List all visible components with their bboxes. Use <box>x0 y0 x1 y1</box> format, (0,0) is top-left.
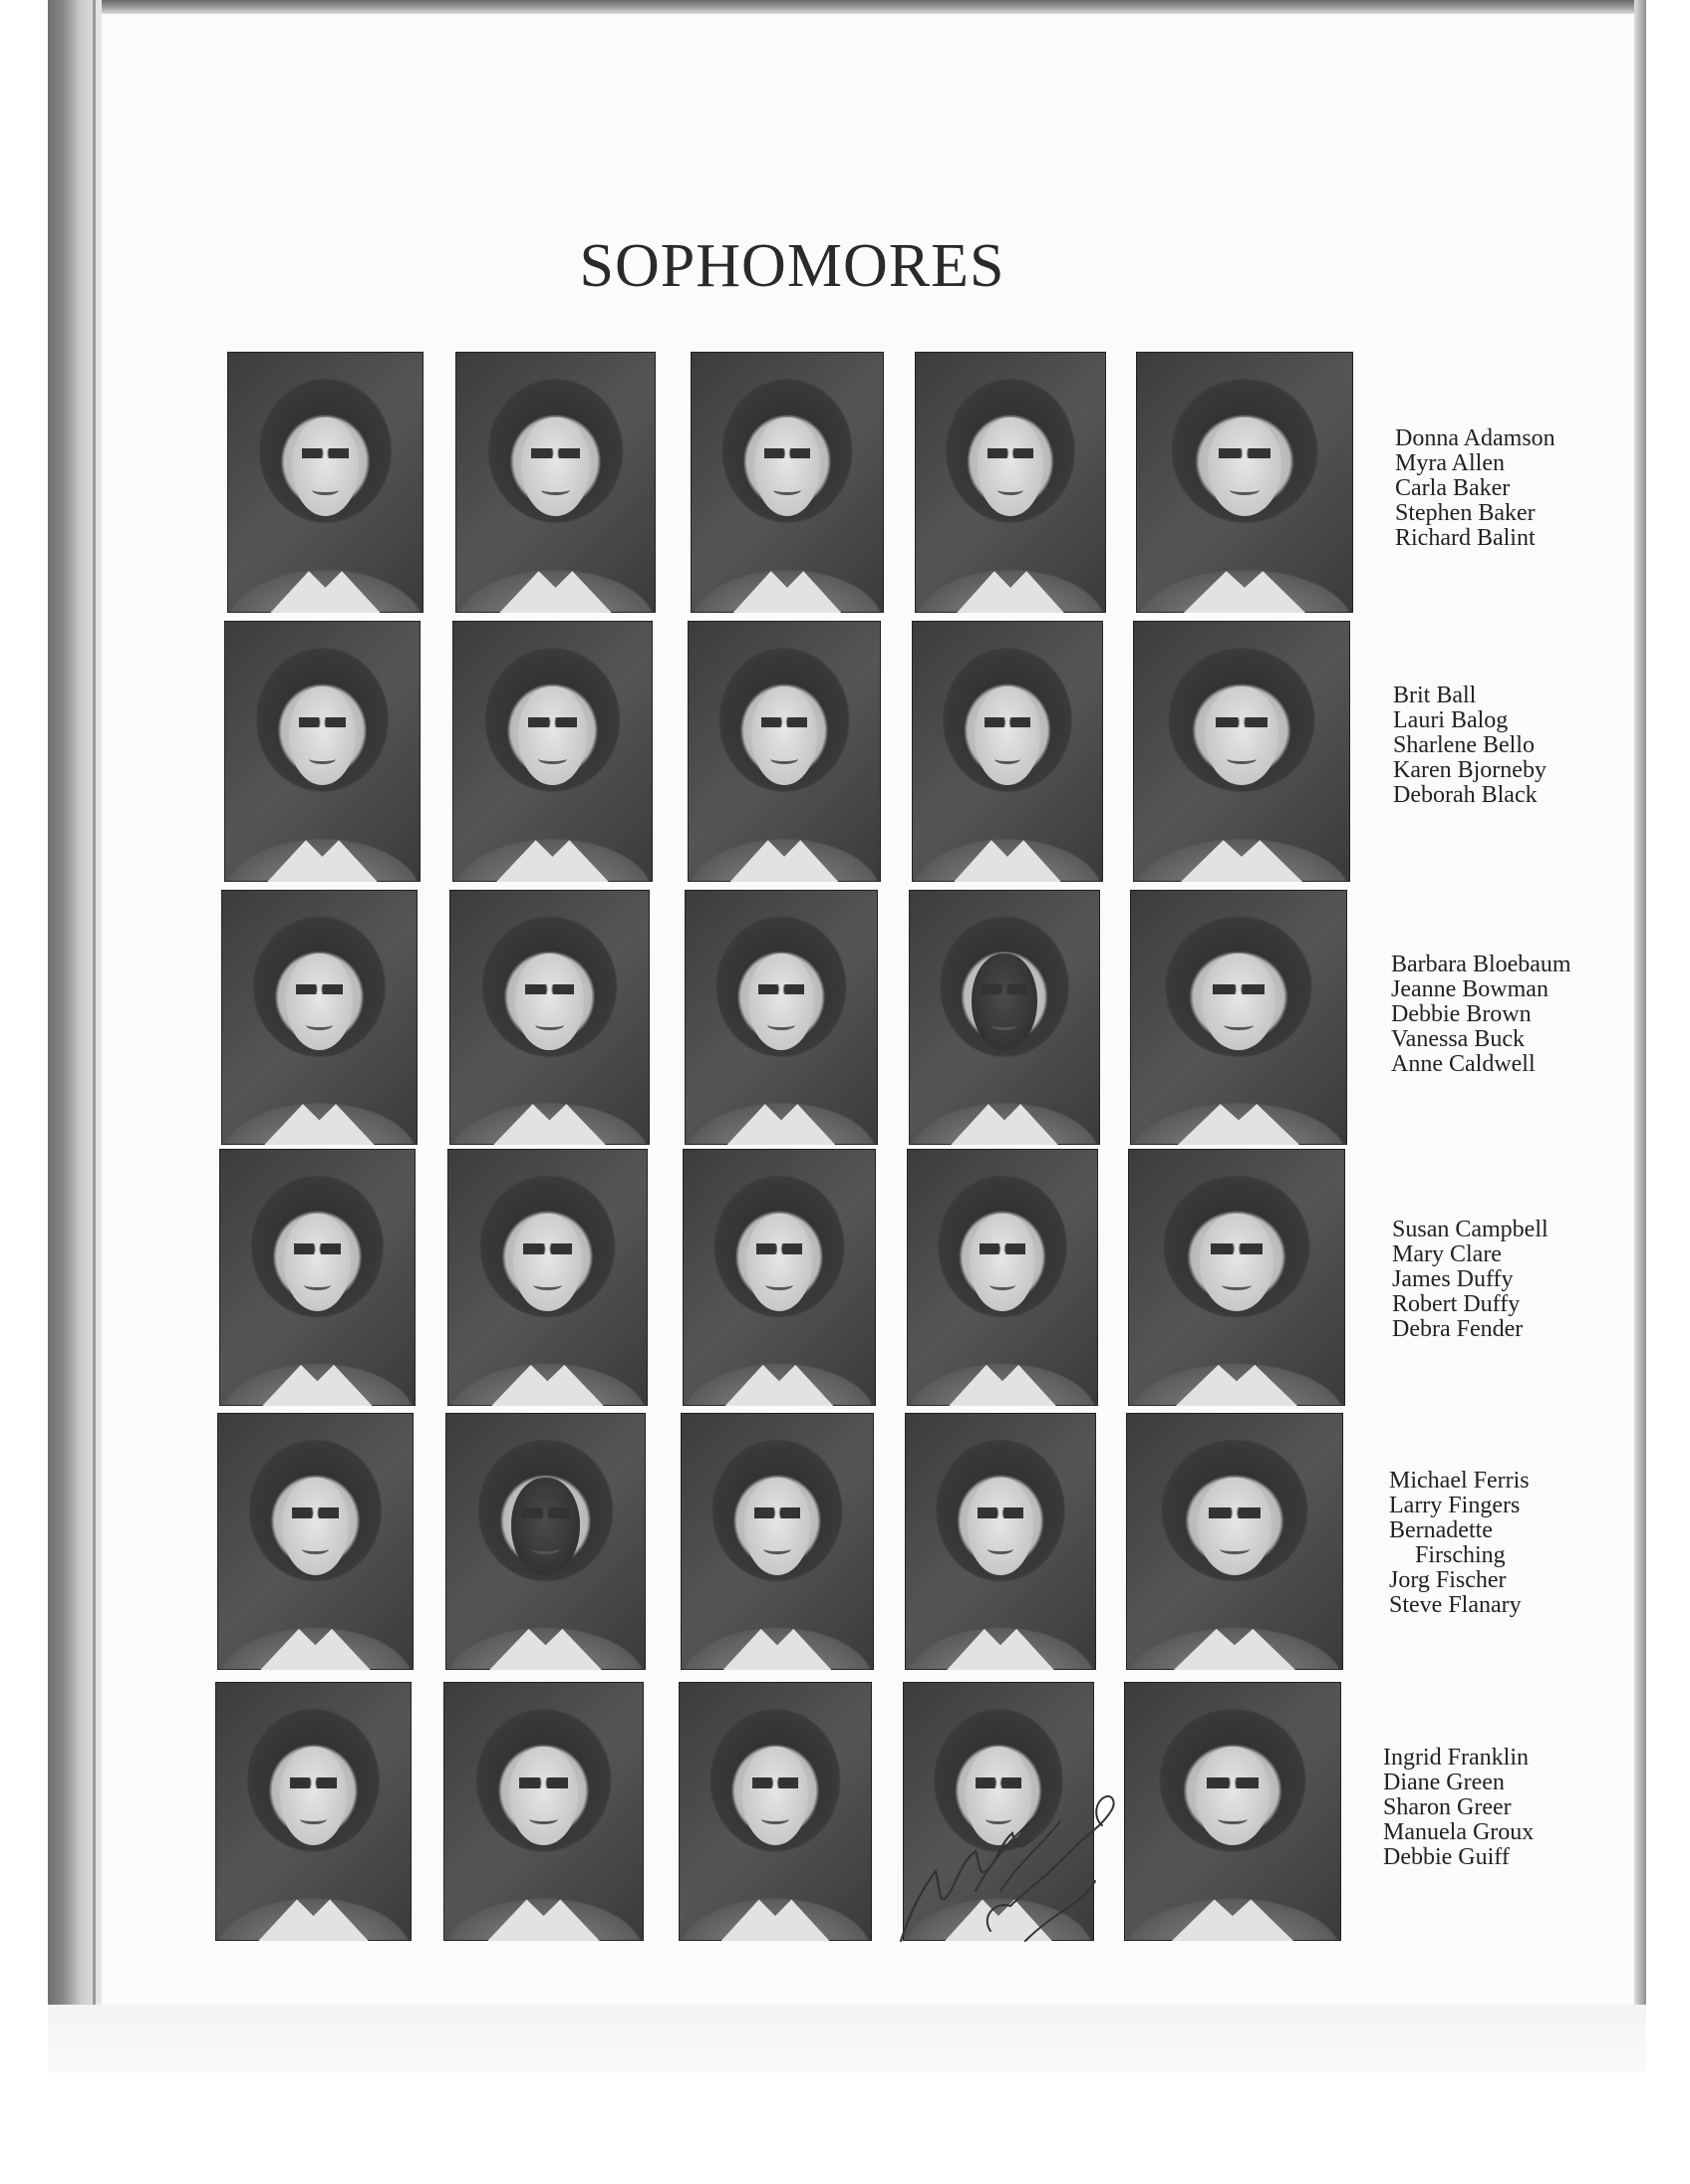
student-name-list <box>1389 1469 1530 1618</box>
book-right-edge <box>1634 0 1646 2072</box>
student-portrait <box>452 621 653 882</box>
student-portrait <box>445 1413 646 1670</box>
student-name: Bernadette <box>1389 1517 1493 1543</box>
student-name-list <box>1392 1218 1549 1342</box>
student-name: Jeanne Bowman <box>1391 976 1549 1002</box>
student-name: James Duffy <box>1392 1266 1514 1292</box>
student-portrait <box>449 890 650 1145</box>
student-portrait <box>1133 621 1350 882</box>
student-portrait <box>1126 1413 1343 1670</box>
student-name: Karen Bjorneby <box>1393 757 1547 783</box>
student-name: Debbie Brown <box>1391 1001 1532 1027</box>
student-portrait <box>907 1149 1098 1406</box>
student-name: Larry Fingers <box>1389 1493 1521 1518</box>
student-portrait <box>903 1682 1094 1941</box>
student-portrait <box>447 1149 648 1406</box>
student-portrait <box>912 621 1103 882</box>
student-name: Vanessa Buck <box>1391 1026 1525 1052</box>
student-portrait <box>915 352 1106 613</box>
student-portrait <box>1128 1149 1345 1406</box>
student-name-list <box>1393 683 1547 808</box>
student-name: Jorg Fischer <box>1389 1567 1507 1593</box>
student-portrait <box>688 621 881 882</box>
student-name: Susan Campbell <box>1392 1217 1549 1242</box>
student-name: Stephen Baker <box>1395 500 1536 526</box>
student-portrait <box>691 352 884 613</box>
student-name: Sharon Greer <box>1383 1794 1512 1820</box>
student-name: Firsching <box>1415 1542 1506 1568</box>
book-spine-edge <box>48 0 102 2005</box>
student-portrait <box>681 1413 874 1670</box>
student-name: Sharlene Bello <box>1393 732 1535 758</box>
student-name: Debbie Guiff <box>1383 1844 1510 1870</box>
student-name: Barbara Bloebaum <box>1391 952 1571 977</box>
student-portrait <box>443 1682 644 1941</box>
student-portrait <box>217 1413 414 1670</box>
student-portrait <box>909 890 1100 1145</box>
student-portrait <box>1124 1682 1341 1941</box>
student-name: Donna Adamson <box>1395 425 1555 451</box>
student-portrait <box>1136 352 1353 613</box>
student-portrait <box>227 352 423 613</box>
student-name: Myra Allen <box>1395 450 1505 476</box>
student-portrait <box>683 1149 876 1406</box>
student-portrait <box>455 352 656 613</box>
student-name-list <box>1395 426 1555 551</box>
student-name: Deborah Black <box>1393 782 1538 808</box>
page-title: SOPHOMORES <box>579 232 1005 300</box>
student-name-list <box>1391 953 1571 1077</box>
student-portrait <box>685 890 878 1145</box>
student-name: Debra Fender <box>1392 1316 1524 1342</box>
student-name: Brit Ball <box>1393 682 1477 708</box>
student-name: Carla Baker <box>1395 475 1511 501</box>
student-portrait <box>1130 890 1347 1145</box>
student-portrait <box>221 890 418 1145</box>
student-name: Anne Caldwell <box>1391 1051 1536 1077</box>
student-name: Steve Flanary <box>1389 1592 1522 1618</box>
student-name: Robert Duffy <box>1392 1291 1521 1317</box>
student-portrait <box>679 1682 872 1941</box>
student-portrait <box>215 1682 412 1941</box>
student-name: Richard Balint <box>1395 525 1536 551</box>
student-name: Diane Green <box>1383 1770 1505 1795</box>
student-portrait <box>219 1149 416 1406</box>
student-portrait <box>905 1413 1096 1670</box>
student-name: Manuela Groux <box>1383 1819 1535 1845</box>
student-name: Ingrid Franklin <box>1383 1745 1529 1771</box>
scan-bottom-margin <box>48 2005 1646 2072</box>
student-name: Lauri Balog <box>1393 707 1509 733</box>
book-top-edge <box>48 0 1646 14</box>
student-name-list <box>1383 1746 1534 1870</box>
student-portrait <box>224 621 421 882</box>
student-name: Mary Clare <box>1392 1241 1502 1267</box>
student-name: Michael Ferris <box>1389 1468 1530 1494</box>
